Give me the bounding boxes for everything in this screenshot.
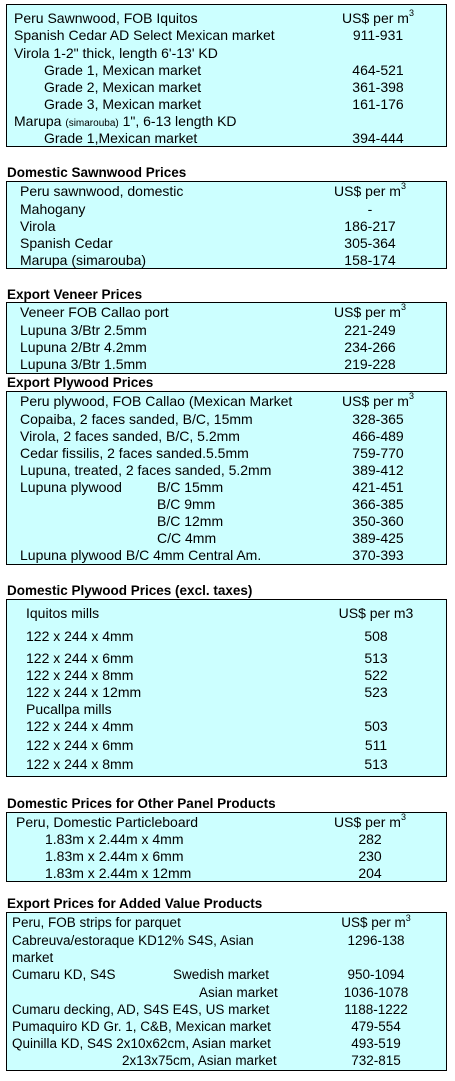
row-value: 522: [364, 667, 388, 683]
table-row: [7, 530, 446, 547]
added-value-table: [6, 912, 447, 1071]
table-row: [7, 445, 446, 462]
table-row: [7, 756, 446, 773]
table-row: [7, 1035, 446, 1052]
row-label: Cabreuva/estoraque KD12% S4S, Asian: [12, 933, 254, 948]
section-title: Domestic Sawnwood Prices: [7, 165, 187, 180]
table-row: [7, 339, 446, 356]
table-row: [7, 201, 446, 218]
row-label: 1.83m x 2.44m x 12mm: [45, 865, 192, 881]
row-label: Marupa (simarouba): [20, 252, 147, 268]
header-label: Peru plywood, FOB Callao (Mexican Market: [20, 393, 293, 409]
table-header-row: [7, 605, 446, 622]
row-value: 370-393: [352, 547, 404, 563]
export-veneer-table: [6, 302, 447, 374]
row-value: 911-931: [352, 27, 404, 43]
row-spec: B/C 9mm: [157, 496, 216, 512]
header-unit: US$ per m3: [338, 605, 414, 621]
row-value: 950-1094: [347, 967, 405, 982]
section-title: Domestic Plywood Prices (excl. taxes): [7, 583, 253, 598]
row-value: 158-174: [344, 252, 396, 268]
row-label: Pucallpa mills: [26, 701, 112, 717]
row-market: Swedish market: [173, 967, 270, 982]
table-row: [7, 667, 446, 684]
table-row: [7, 547, 446, 564]
row-label: Grade 1, Mexican market: [44, 62, 202, 78]
row-label: 122 x 244 x 4mm: [26, 718, 134, 734]
table-row: [7, 984, 446, 1001]
row-label: Spanish Cedar AD Select Mexican market: [14, 27, 275, 43]
row-label: Cumaru decking, AD, S4S E4S, US market: [12, 1002, 270, 1017]
row-label: Lupuna 3/Btr 1.5mm: [20, 356, 147, 372]
table-row: [7, 96, 446, 113]
table-row: [7, 252, 446, 269]
row-label: Grade 1,Mexican market: [44, 130, 198, 146]
table-row: [7, 113, 446, 130]
table-row: [7, 79, 446, 96]
row-label: Lupuna plywood: [20, 479, 122, 495]
row-label: Cedar fissilis, 2 faces sanded.5.5mm: [20, 445, 249, 461]
row-value: 328-365: [352, 411, 404, 427]
row-value: 230: [358, 848, 382, 864]
export-plywood-table: [6, 391, 447, 565]
row-market: Asian market: [199, 985, 278, 1000]
peru-sawnwood-table: [6, 4, 447, 147]
row-label: 122 x 244 x 6mm: [26, 737, 134, 753]
table-row: [7, 848, 446, 865]
row-value: 389-425: [352, 530, 404, 546]
row-label: Pumaquiro KD Gr. 1, C&B, Mexican market: [12, 1019, 271, 1034]
table-row: [7, 27, 446, 44]
row-label: 122 x 244 x 8mm: [26, 756, 134, 772]
row-label: 1.83m x 2.44m x 4mm: [45, 831, 184, 847]
row-value: 282: [358, 831, 382, 847]
table-header-row: [7, 304, 446, 321]
table-header-row: [7, 10, 446, 27]
row-value: 389-412: [352, 462, 404, 478]
row-value: 361-398: [352, 79, 404, 95]
header-unit: US$ per $m^3$: [341, 912, 411, 930]
row-label: Mahogany: [20, 201, 86, 217]
row-value: 511: [364, 737, 388, 753]
row-value: 523: [364, 684, 388, 700]
header-label: Peru, FOB strips for parquet: [12, 915, 181, 930]
row-value: 219-228: [344, 356, 396, 372]
row-label: 122 x 244 x 6mm: [26, 650, 134, 666]
row-label: Virola: [20, 218, 56, 234]
section-title: Export Plywood Prices: [7, 375, 154, 390]
row-label: Lupuna 3/Btr 2.5mm: [20, 322, 147, 338]
row-value: 759-770: [352, 445, 404, 461]
row-value: 366-385: [352, 496, 404, 512]
table-row: [7, 684, 446, 701]
table-row: [7, 966, 446, 983]
domestic-sawnwood-table: [6, 181, 447, 269]
table-row: [7, 701, 446, 718]
row-label: Quinilla KD, S4S 2x10x62cm, Asian market: [12, 1036, 271, 1051]
row-label: Cumaru KD, S4S: [12, 967, 116, 982]
row-value: 493-519: [351, 1036, 401, 1051]
table-row: [7, 1018, 446, 1035]
row-label: Lupuna, treated, 2 faces sanded, 5.2mm: [20, 462, 272, 478]
row-label: Copaiba, 2 faces sanded, B/C, 15mm: [20, 411, 253, 427]
table-row: [7, 513, 446, 530]
row-value: 508: [364, 628, 388, 644]
table-row: [7, 628, 446, 645]
header-label: Peru Sawnwood, FOB Iquitos: [14, 10, 198, 26]
row-label: Grade 3, Mexican market: [44, 96, 202, 112]
section-title: Export Veneer Prices: [7, 287, 143, 302]
row-value: 513: [364, 650, 388, 666]
row-value: 1188-1222: [344, 1002, 408, 1017]
table-row: [7, 718, 446, 735]
table-row: [7, 932, 446, 949]
row-value: 513: [364, 756, 388, 772]
table-row: [7, 949, 446, 966]
header-label: Veneer FOB Callao port: [20, 304, 169, 320]
row-market: 2x13x75cm, Asian market: [122, 1053, 277, 1068]
table-header-row: [7, 393, 446, 410]
header-label: Iquitos mills: [26, 605, 100, 621]
domestic-plywood-table: [6, 599, 447, 777]
table-row: [7, 479, 446, 496]
row-value: 732-815: [351, 1053, 401, 1068]
row-value: -: [367, 201, 373, 217]
row-label: Spanish Cedar: [20, 235, 113, 251]
row-label: 122 x 244 x 12mm: [26, 684, 142, 700]
row-spec: B/C 12mm: [157, 513, 224, 529]
table-row: [7, 496, 446, 513]
row-value: 464-521: [352, 62, 404, 78]
table-header-row: [7, 183, 446, 200]
row-value: 479-554: [351, 1019, 401, 1034]
row-label: Marupa (simarouba) 1", 6-13 length KD: [14, 113, 237, 129]
row-value: 1296-138: [347, 933, 405, 948]
row-spec: C/C 4mm: [157, 530, 217, 546]
table-row: [7, 865, 446, 882]
row-label: Virola, 2 faces sanded, B/C, 5.2mm: [20, 428, 240, 444]
table-row: [7, 130, 446, 147]
row-value: 350-360: [352, 513, 404, 529]
other-panels-table: [6, 812, 447, 882]
table-header-row: [7, 914, 446, 931]
table-row: [7, 411, 446, 428]
row-value: 421-451: [352, 479, 404, 495]
table-row: [7, 235, 446, 252]
table-row: [7, 218, 446, 235]
row-label: Grade 2, Mexican market: [44, 79, 202, 95]
row-value: 466-489: [352, 428, 404, 444]
header-unit: US$ per $m^3$: [334, 812, 406, 830]
header-label: Peru, Domestic Particleboard: [16, 814, 199, 830]
section-title: Domestic Prices for Other Panel Products: [7, 796, 276, 811]
header-unit: US$ per $m^3$: [342, 391, 414, 409]
table-row: [7, 650, 446, 667]
row-value: 204: [358, 865, 382, 881]
table-row: [7, 428, 446, 445]
row-label: market: [12, 950, 54, 965]
table-row: [7, 1001, 446, 1018]
row-label: Lupuna 2/Btr 4.2mm: [20, 339, 147, 355]
row-label: Virola 1-2" thick, length 6'-13' KD: [14, 45, 218, 61]
table-header-row: [7, 814, 446, 831]
header-unit: US$ per $m^3$: [342, 8, 414, 26]
header-unit: US$ per $m^3$: [334, 181, 406, 199]
table-row: [7, 462, 446, 479]
row-value: 394-444: [352, 130, 404, 146]
table-row: [7, 62, 446, 79]
table-row: [7, 737, 446, 754]
row-value: 305-364: [344, 235, 396, 251]
table-row: [7, 322, 446, 339]
header-label: Peru sawnwood, domestic: [20, 183, 184, 199]
row-label: 1.83m x 2.44m x 6mm: [45, 848, 184, 864]
table-row: [7, 356, 446, 373]
row-label: Lupuna plywood B/C 4mm Central Am.: [20, 547, 262, 563]
row-spec: B/C 15mm: [157, 479, 224, 495]
header-unit: US$ per $m^3$: [334, 302, 406, 320]
row-value: 503: [364, 718, 388, 734]
table-row: [7, 831, 446, 848]
row-label: 122 x 244 x 4mm: [26, 628, 134, 644]
row-label: 122 x 244 x 8mm: [26, 667, 134, 683]
row-value: 221-249: [344, 322, 396, 338]
row-value: 234-266: [344, 339, 396, 355]
row-value: 161-176: [352, 96, 404, 112]
table-row: [7, 45, 446, 62]
row-value: 1036-1078: [343, 985, 409, 1000]
table-row: [7, 1052, 446, 1069]
section-title: Export Prices for Added Value Products: [7, 896, 263, 911]
row-value: 186-217: [344, 218, 396, 234]
